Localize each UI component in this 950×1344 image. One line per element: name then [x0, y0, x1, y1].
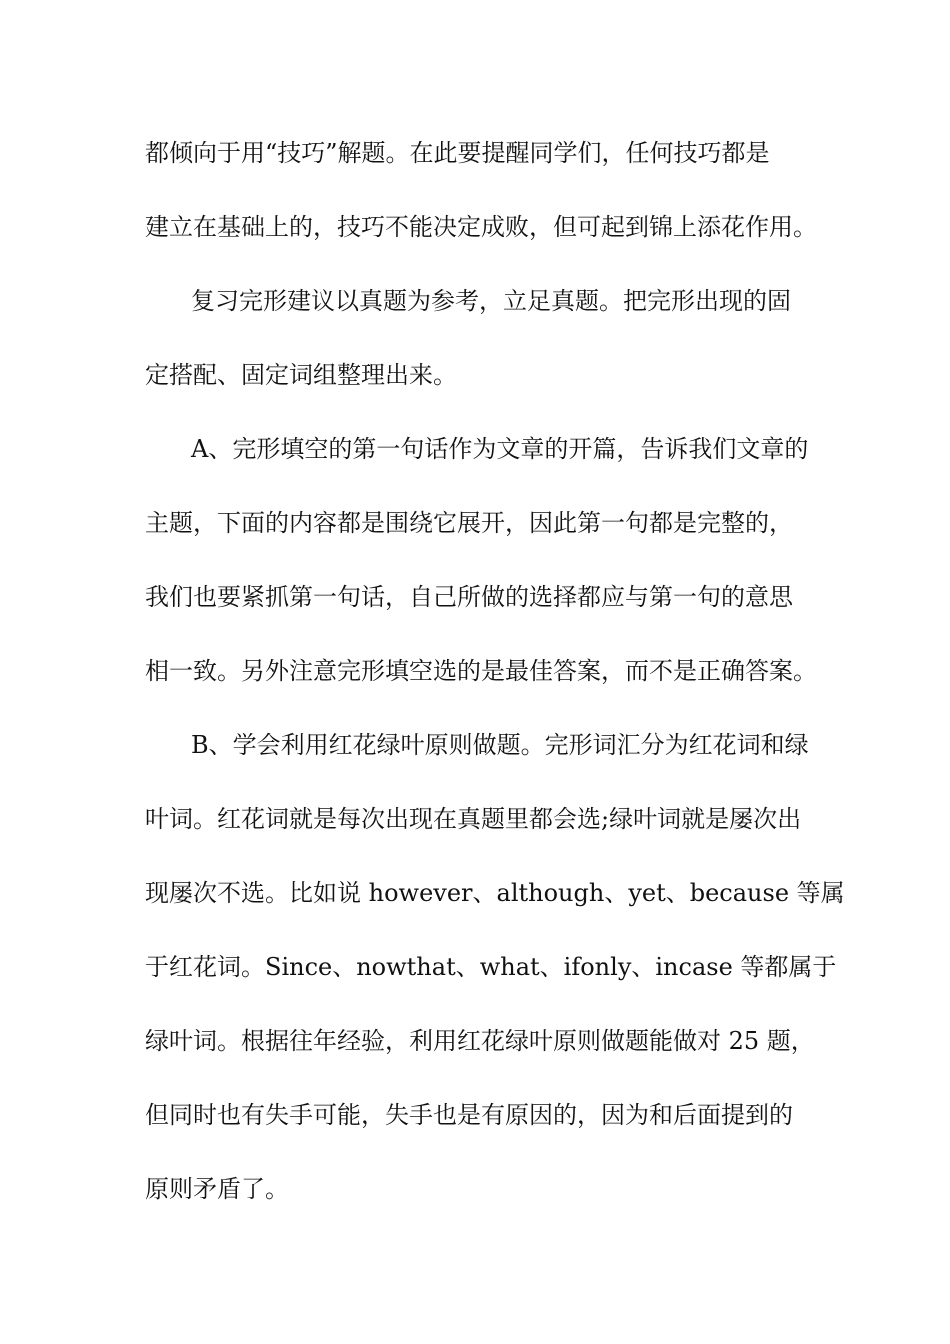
text-line: 建立在基础上的，技巧不能决定成败，但可起到锦上添花作用。 [145, 213, 817, 241]
text-line: A、完形填空的第一句话作为文章的开篇，告诉我们文章的 [191, 435, 809, 463]
text-line: 都倾向于用“技巧”解题。在此要提醒同学们，任何技巧都是 [145, 139, 770, 167]
text-line: 主题，下面的内容都是围绕它展开，因此第一句都是完整的， [145, 509, 793, 537]
text-line: 相一致。另外注意完形填空选的是最佳答案，而不是正确答案。 [145, 657, 817, 685]
text-line: 叶词。红花词就是每次出现在真题里都会选;绿叶词就是屡次出 [145, 805, 802, 833]
text-line: 原则矛盾了。 [145, 1175, 289, 1203]
text-line: B、学会利用红花绿叶原则做题。完形词汇分为红花词和绿 [191, 731, 809, 759]
text-line: 复习完形建议以真题为参考，立足真题。把完形出现的固 [191, 287, 791, 315]
text-line: 绿叶词。根据往年经验，利用红花绿叶原则做题能做对 25 题， [145, 1027, 815, 1055]
text-line: 现屡次不选。比如说 however、although、yet、because 等属 [145, 879, 845, 907]
text-line: 我们也要紧抓第一句话，自己所做的选择都应与第一句的意思 [145, 583, 793, 611]
document-body [145, 116, 845, 1226]
text-line: 但同时也有失手可能，失手也是有原因的，因为和后面提到的 [145, 1101, 793, 1129]
text-line: 于红花词。Since、nowthat、what、ifonly、incase 等都属于 [145, 953, 837, 981]
text-line: 定搭配、固定词组整理出来。 [145, 361, 457, 389]
